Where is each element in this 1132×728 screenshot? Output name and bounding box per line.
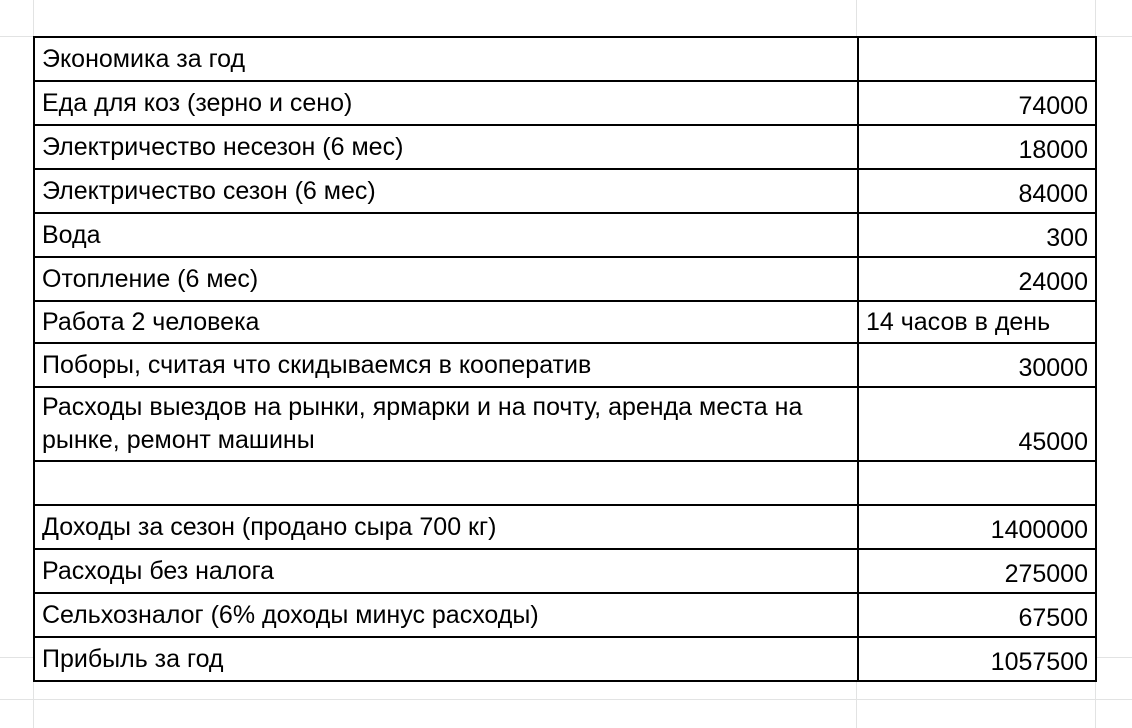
cell-value[interactable]: 1057500 [858, 637, 1096, 681]
cell-label[interactable]: Отопление (6 мес) [34, 257, 858, 301]
table-row [34, 125, 1096, 169]
table-row [34, 213, 1096, 257]
cell-value[interactable]: 300 [858, 213, 1096, 257]
table-row [34, 593, 1096, 637]
table-row [34, 37, 1096, 81]
cell-value[interactable]: 275000 [858, 549, 1096, 593]
table-row [34, 81, 1096, 125]
cell-value[interactable]: 1400000 [858, 505, 1096, 549]
cell-value[interactable] [858, 37, 1096, 81]
cell-label[interactable]: Работа 2 человека [34, 301, 858, 343]
table-row [34, 549, 1096, 593]
cell-value[interactable]: 74000 [858, 81, 1096, 125]
cell-label[interactable]: Доходы за сезон (продано сыра 700 кг) [34, 505, 858, 549]
economics-table [33, 36, 1097, 682]
cell-label[interactable]: Сельхозналог (6% доходы минус расходы) [34, 593, 858, 637]
cell-label[interactable]: Расходы без налога [34, 549, 858, 593]
table-row [34, 505, 1096, 549]
grid-row-line [0, 699, 1132, 700]
table-row [34, 257, 1096, 301]
cell-label[interactable]: Поборы, считая что скидываемся в кооператив [34, 343, 858, 387]
cell-value[interactable]: 14 часов в день [858, 301, 1096, 343]
cell-label[interactable] [34, 461, 858, 505]
cell-label[interactable]: Электричество сезон (6 мес) [34, 169, 858, 213]
cell-value[interactable] [858, 461, 1096, 505]
table-row [34, 637, 1096, 681]
cell-label[interactable]: Еда для коз (зерно и сено) [34, 81, 858, 125]
cell-value[interactable]: 84000 [858, 169, 1096, 213]
cell-value[interactable]: 18000 [858, 125, 1096, 169]
table-row [34, 169, 1096, 213]
cell-label[interactable]: Электричество несезон (6 мес) [34, 125, 858, 169]
table-row [34, 387, 1096, 461]
table-row [34, 461, 1096, 505]
cell-label[interactable]: Расходы выездов на рынки, ярмарки и на почту, аренда места на рынке, ремонт машины [34, 387, 858, 461]
cell-value[interactable]: 45000 [858, 387, 1096, 461]
cell-label[interactable]: Экономика за год [34, 37, 858, 81]
table-row [34, 301, 1096, 343]
cell-label[interactable]: Прибыль за год [34, 637, 858, 681]
cell-value[interactable]: 24000 [858, 257, 1096, 301]
table-row [34, 343, 1096, 387]
cell-label[interactable]: Вода [34, 213, 858, 257]
cell-value[interactable]: 67500 [858, 593, 1096, 637]
cell-value[interactable]: 30000 [858, 343, 1096, 387]
